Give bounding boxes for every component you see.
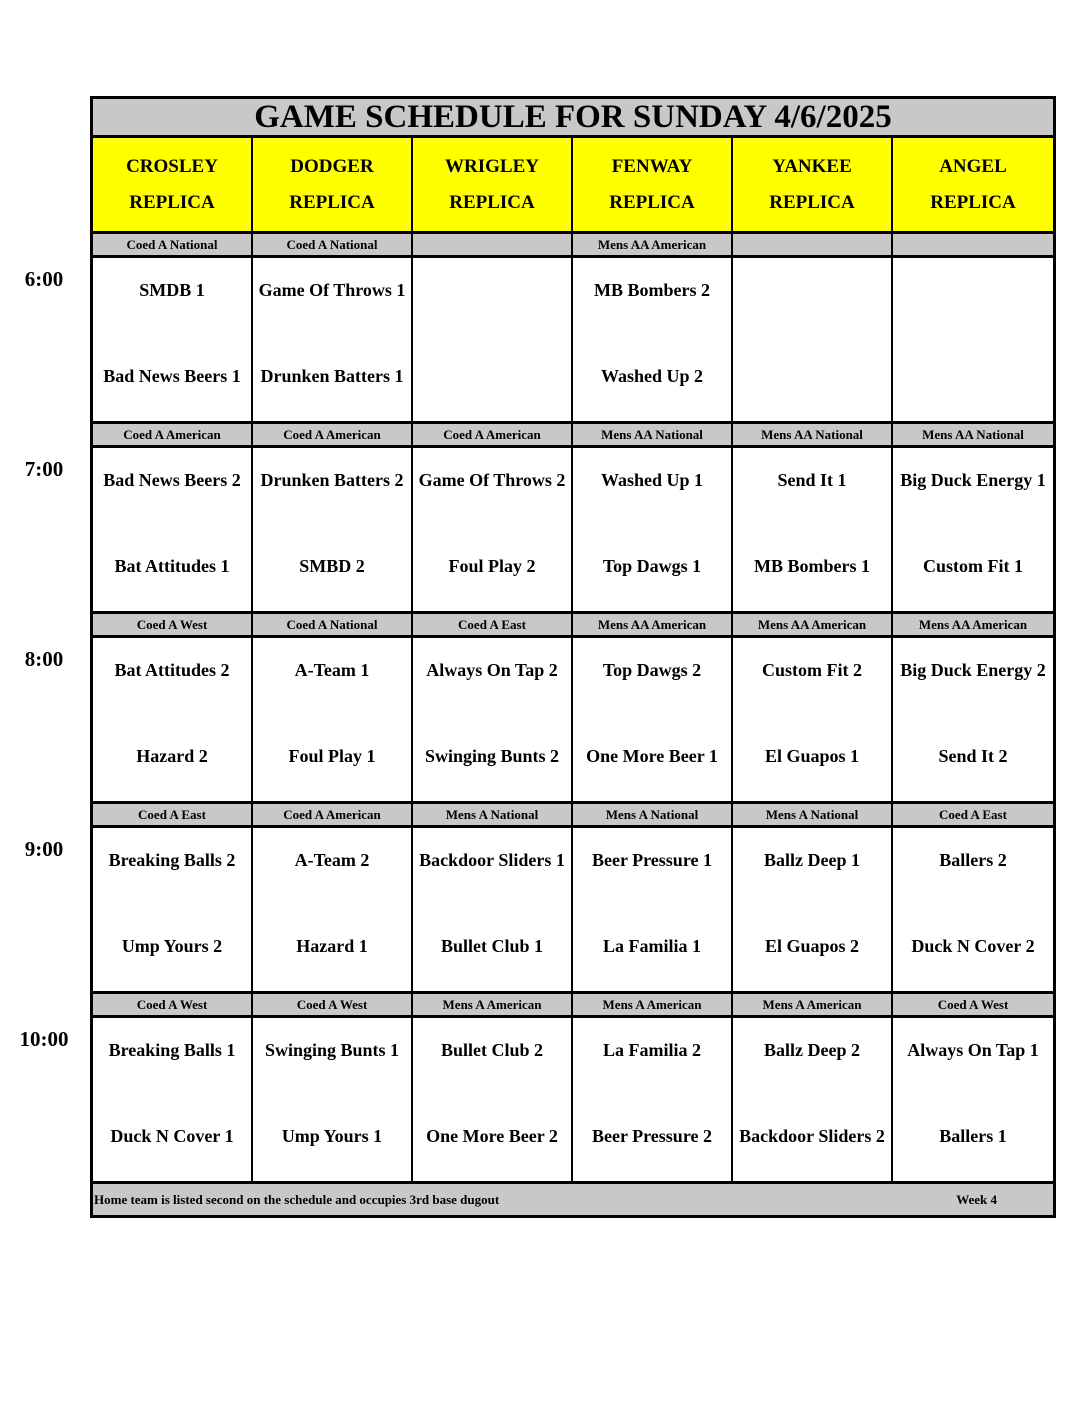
away-team: Backdoor Sliders 1	[419, 849, 565, 870]
games-row	[90, 828, 1056, 994]
home-team: SMBD 2	[299, 556, 365, 577]
home-team: Bullet Club 1	[440, 936, 544, 957]
home-team: Backdoor Sliders 2	[739, 1126, 885, 1147]
away-team: Always On Tap 2	[426, 659, 558, 680]
division-label: Coed A West	[93, 614, 253, 635]
game-cell	[253, 638, 413, 801]
home-team: Swinging Bunts 2	[424, 746, 560, 767]
games-row	[90, 448, 1056, 614]
division-label: Coed A West	[93, 994, 253, 1015]
division-label: Coed A East	[413, 614, 573, 635]
division-label: Coed A West	[937, 996, 1009, 1012]
division-label: Coed A National	[93, 234, 253, 255]
division-label: Mens AA National	[733, 424, 893, 445]
game-cell	[253, 258, 413, 421]
time-slot-block	[19, 994, 1056, 1184]
game-cell	[253, 1018, 413, 1181]
division-row	[90, 424, 1056, 448]
division-label: Mens A American	[413, 994, 573, 1015]
game-cell	[893, 448, 1053, 611]
home-team: Drunken Batters 1	[260, 366, 404, 387]
away-team: Washed Up 1	[600, 469, 704, 490]
time-slot-block	[24, 614, 1056, 804]
away-team: Bat Attitudes 2	[114, 659, 230, 680]
away-team: Breaking Balls 1	[108, 1039, 236, 1060]
home-team: Custom Fit 1	[923, 556, 1023, 577]
home-team: Top Dawgs 1	[602, 556, 702, 577]
home-team	[733, 340, 891, 422]
away-team: Breaking Balls 2	[108, 849, 236, 870]
field-header-angel	[893, 138, 1053, 234]
away-team	[413, 258, 571, 340]
time-slot-block	[24, 424, 1056, 614]
game-cell	[413, 1018, 573, 1181]
division-label: Mens AA National	[922, 426, 1024, 442]
division-label: Mens AA American	[918, 616, 1028, 632]
game-cell	[253, 828, 413, 991]
game-cell	[733, 638, 893, 801]
field-header-dodger	[253, 138, 413, 234]
away-team: Game Of Throws 2	[418, 469, 566, 490]
field-header-wrigley	[413, 138, 573, 234]
away-team: Game Of Throws 1	[258, 279, 406, 300]
games-row	[90, 1018, 1056, 1184]
time-label: 9:00	[24, 837, 64, 861]
game-cell	[893, 1018, 1053, 1181]
game-cell	[413, 638, 573, 801]
away-team	[733, 258, 891, 340]
away-team: La Familia 2	[603, 1039, 701, 1060]
home-team: Duck N Cover 1	[110, 1126, 234, 1147]
game-cell	[573, 828, 733, 991]
home-team: One More Beer 1	[586, 746, 718, 767]
away-team: Ballz Deep 1	[764, 849, 860, 870]
away-team: Top Dawgs 2	[602, 659, 702, 680]
away-team: SMDB 1	[139, 279, 205, 300]
game-cell	[893, 638, 1053, 801]
field-subtitle: REPLICA	[289, 191, 375, 213]
home-team: Ump Yours 1	[281, 1126, 383, 1147]
home-team: Bad News Beers 1	[103, 366, 241, 387]
home-team: Hazard 1	[296, 936, 368, 957]
field-header-fenway	[573, 138, 733, 234]
field-subtitle: REPLICA	[449, 191, 535, 213]
away-team: Bullet Club 2	[440, 1039, 544, 1060]
schedule-footer	[90, 1184, 1056, 1218]
division-label: Coed A National	[253, 234, 413, 255]
field-name: YANKEE	[772, 155, 852, 177]
home-team: Beer Pressure 2	[592, 1126, 712, 1147]
away-team: Send It 1	[777, 469, 847, 490]
home-team: One More Beer 2	[426, 1126, 558, 1147]
division-label: Mens AA American	[733, 614, 893, 635]
division-label: Coed A National	[253, 614, 413, 635]
field-name: ANGEL	[939, 155, 1007, 177]
division-label	[893, 234, 1053, 255]
home-team	[893, 340, 1053, 422]
field-name: WRIGLEY	[445, 155, 539, 177]
field-header-yankee	[733, 138, 893, 234]
division-label: Mens AA American	[573, 234, 733, 255]
time-label: 8:00	[24, 647, 64, 671]
week-label: Week 4	[956, 1191, 997, 1207]
away-team	[893, 258, 1053, 340]
time-label: 7:00	[24, 457, 64, 481]
game-cell	[253, 448, 413, 611]
home-team: Bat Attitudes 1	[114, 556, 230, 577]
division-label: Coed A West	[253, 994, 413, 1015]
game-cell	[573, 638, 733, 801]
game-cell	[573, 448, 733, 611]
division-label: Mens AA American	[573, 614, 733, 635]
field-subtitle: REPLICA	[769, 191, 855, 213]
away-team: Big Duck Energy 1	[900, 469, 1046, 490]
field-name: CROSLEY	[126, 155, 218, 177]
division-label: Mens AA National	[573, 424, 733, 445]
game-cell	[93, 828, 253, 991]
game-cell	[93, 448, 253, 611]
division-row	[90, 234, 1056, 258]
time-slot-block	[24, 234, 1056, 424]
game-cell	[733, 1018, 893, 1181]
field-name: DODGER	[290, 155, 374, 177]
division-label: Coed A East	[939, 806, 1007, 822]
away-team: Ballz Deep 2	[764, 1039, 860, 1060]
away-team: A-Team 1	[294, 659, 370, 680]
time-label: 6:00	[24, 267, 64, 291]
away-team: Ballers 2	[939, 849, 1007, 870]
home-team: MB Bombers 1	[754, 556, 870, 577]
home-team: Send It 2	[938, 746, 1008, 767]
game-cell	[413, 448, 573, 611]
time-slots	[19, 234, 1056, 1184]
division-label	[733, 234, 893, 255]
field-header-crosley	[93, 138, 253, 234]
games-row	[90, 258, 1056, 424]
game-cell	[413, 258, 573, 421]
away-team: MB Bombers 2	[594, 279, 710, 300]
division-label: Coed A American	[93, 424, 253, 445]
away-team: Beer Pressure 1	[592, 849, 712, 870]
division-label: Coed A American	[413, 424, 573, 445]
away-team: Big Duck Energy 2	[900, 659, 1046, 680]
division-label: Mens A American	[573, 994, 733, 1015]
away-team: Custom Fit 2	[762, 659, 862, 680]
division-label: Mens A National	[573, 804, 733, 825]
schedule-title: GAME SCHEDULE FOR SUNDAY 4/6/2025	[90, 96, 1056, 138]
home-team: Ump Yours 2	[121, 936, 223, 957]
footer-note: Home team is listed second on the schedule and occupies 3rd base dugout	[94, 1191, 500, 1207]
game-cell	[893, 828, 1053, 991]
time-label: 10:00	[19, 1027, 69, 1051]
home-team: Ballers 1	[939, 1126, 1007, 1147]
division-row	[90, 994, 1056, 1018]
division-label: Mens A National	[413, 804, 573, 825]
field-subtitle: REPLICA	[129, 191, 215, 213]
field-name: FENWAY	[611, 155, 693, 177]
home-team: El Guapos 2	[764, 936, 860, 957]
game-cell	[893, 258, 1053, 421]
division-row	[90, 804, 1056, 828]
home-team: Foul Play 2	[448, 556, 536, 577]
game-cell	[573, 258, 733, 421]
division-label: Coed A American	[253, 804, 413, 825]
game-cell	[573, 1018, 733, 1181]
home-team: Hazard 2	[136, 746, 208, 767]
game-cell	[413, 828, 573, 991]
game-cell	[93, 638, 253, 801]
away-team: Drunken Batters 2	[260, 469, 404, 490]
game-cell	[93, 258, 253, 421]
home-team	[413, 340, 571, 422]
game-cell	[733, 448, 893, 611]
field-header-row	[90, 138, 1056, 234]
game-cell	[733, 258, 893, 421]
field-subtitle: REPLICA	[609, 191, 695, 213]
division-label	[413, 234, 573, 255]
home-team: La Familia 1	[603, 936, 701, 957]
home-team: Washed Up 2	[600, 366, 704, 387]
schedule-sheet	[19, 96, 1056, 1218]
division-row	[90, 614, 1056, 638]
home-team: Duck N Cover 2	[911, 936, 1035, 957]
home-team: El Guapos 1	[764, 746, 860, 767]
division-label: Coed A American	[253, 424, 413, 445]
away-team: A-Team 2	[294, 849, 370, 870]
field-subtitle: REPLICA	[930, 191, 1016, 213]
division-label: Mens A National	[733, 804, 893, 825]
game-cell	[93, 1018, 253, 1181]
away-team: Bad News Beers 2	[103, 469, 241, 490]
away-team: Always On Tap 1	[907, 1039, 1039, 1060]
division-label: Mens A American	[733, 994, 893, 1015]
time-slot-block	[24, 804, 1056, 994]
game-cell	[733, 828, 893, 991]
away-team: Swinging Bunts 1	[264, 1039, 400, 1060]
division-label: Coed A East	[93, 804, 253, 825]
games-row	[90, 638, 1056, 804]
home-team: Foul Play 1	[288, 746, 376, 767]
